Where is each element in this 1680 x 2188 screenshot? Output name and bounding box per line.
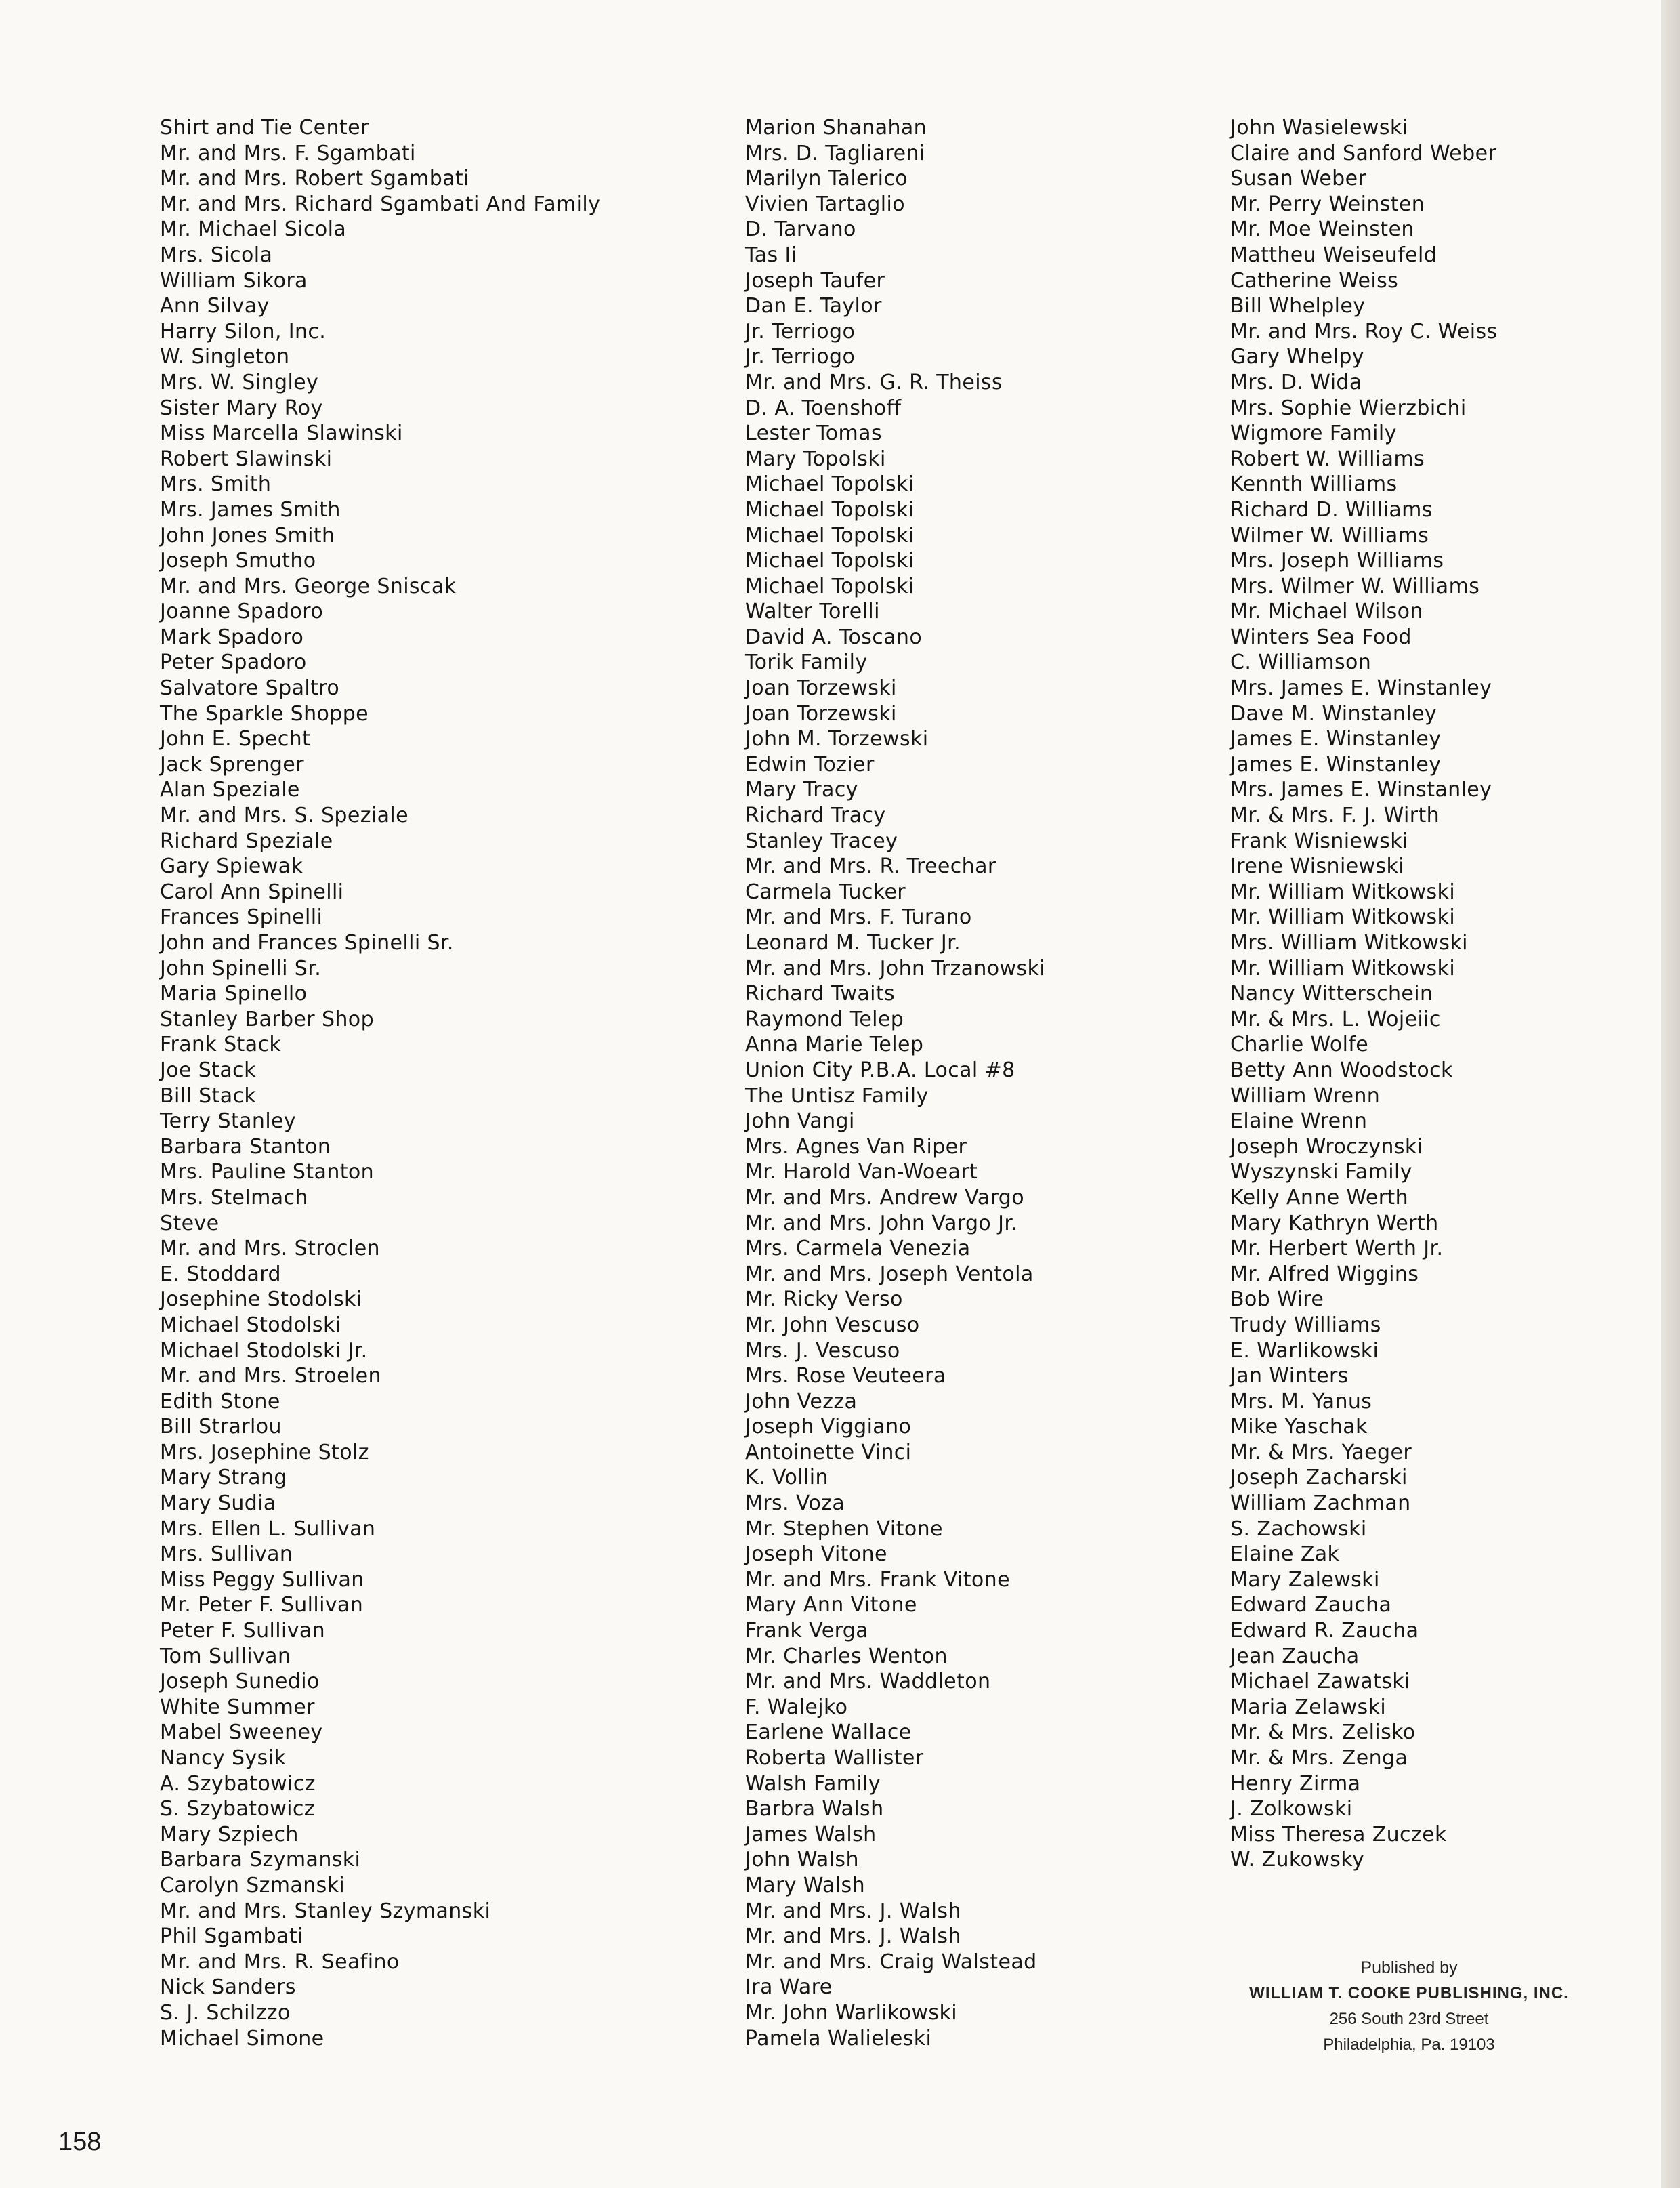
list-item: Mrs. W. Singley xyxy=(160,370,319,394)
list-item: Barbara Szymanski xyxy=(160,1848,361,1872)
list-item: Catherine Weiss xyxy=(1230,268,1399,293)
list-item: Terry Stanley xyxy=(160,1109,297,1134)
list-item: Edwin Tozier xyxy=(745,752,875,777)
list-item: Mrs. Voza xyxy=(745,1491,845,1516)
list-item: Harry Silon, Inc. xyxy=(160,319,327,344)
list-item: Michael Stodolski Jr. xyxy=(160,1338,368,1363)
list-item: Barbara Stanton xyxy=(160,1134,331,1159)
list-item: Richard Speziale xyxy=(160,829,333,853)
list-item: Michael Zawatski xyxy=(1230,1670,1410,1694)
list-item: Stanley Tracey xyxy=(745,829,898,853)
list-item: The Sparkle Shoppe xyxy=(160,701,369,726)
list-item: Tom Sullivan xyxy=(160,1644,291,1668)
list-item: Jan Winters xyxy=(1230,1364,1349,1388)
list-item: Carolyn Szmanski xyxy=(160,1873,345,1897)
list-item: The Untisz Family xyxy=(745,1083,929,1108)
list-item: Steve xyxy=(160,1211,219,1235)
list-item: Mrs. James E. Winstanley xyxy=(1230,676,1492,701)
list-item: Joseph Taufer xyxy=(745,268,885,293)
list-item: Maria Spinello xyxy=(160,982,308,1006)
list-item: Edward Zaucha xyxy=(1230,1593,1392,1617)
list-item: Bob Wire xyxy=(1230,1287,1324,1312)
list-item: James E. Winstanley xyxy=(1230,727,1442,751)
list-item: Salvatore Spaltro xyxy=(160,676,340,701)
list-item: Josephine Stodolski xyxy=(160,1287,362,1312)
list-item: Mr. and Mrs. R. Seafino xyxy=(160,1949,400,1974)
list-item: James E. Winstanley xyxy=(1230,752,1442,777)
list-item: Mr. and Mrs. Robert Sgambati xyxy=(160,167,469,191)
list-item: Mr. and Mrs. Stroelen xyxy=(160,1364,381,1388)
list-item: Mike Yaschak xyxy=(1230,1415,1368,1439)
list-item: Barbra Walsh xyxy=(745,1797,884,1821)
list-item: Mr. Herbert Werth Jr. xyxy=(1230,1237,1444,1261)
list-item: Richard D. Williams xyxy=(1230,497,1433,522)
list-item: Mary Zalewski xyxy=(1230,1567,1380,1592)
list-item: Walter Torelli xyxy=(745,600,880,624)
list-item: Elaine Zak xyxy=(1230,1542,1340,1567)
list-item: Mrs. Josephine Stolz xyxy=(160,1440,369,1464)
list-item: Mr. and Mrs. Waddleton xyxy=(745,1670,991,1694)
list-item: Carol Ann Spinelli xyxy=(160,880,344,904)
list-item: Bill Stack xyxy=(160,1083,257,1108)
list-item: Ira Ware xyxy=(745,1975,833,2000)
list-item: Alan Speziale xyxy=(160,778,300,802)
list-item: Mary Kathryn Werth xyxy=(1230,1211,1439,1235)
list-item: Mr. and Mrs. Roy C. Weiss xyxy=(1230,319,1498,344)
list-item: Mr. John Vescuso xyxy=(745,1313,920,1337)
list-item: Mr. and Mrs. Craig Walstead xyxy=(745,1949,1037,1974)
list-item: Union City P.B.A. Local #8 xyxy=(745,1058,1015,1082)
list-item: Leonard M. Tucker Jr. xyxy=(745,931,961,955)
list-item: Mr. Harold Van-Woeart xyxy=(745,1160,978,1184)
list-item: Bill Strarlou xyxy=(160,1415,282,1439)
publisher-name: WILLIAM T. COOKE PUBLISHING, INC. xyxy=(1249,1984,1569,2002)
list-item: Mrs. Wilmer W. Williams xyxy=(1230,574,1480,598)
publisher-street: 256 South 23rd Street xyxy=(1329,2010,1489,2028)
list-item: Jr. Terriogo xyxy=(745,345,856,369)
list-item: John M. Torzewski xyxy=(745,727,929,751)
list-item: Henry Zirma xyxy=(1230,1771,1361,1796)
list-item: Mr. Ricky Verso xyxy=(745,1287,903,1312)
list-item: Mr. Stephen Vitone xyxy=(745,1516,943,1541)
name-list-column-1 xyxy=(160,115,600,2051)
list-item: A. Szybatowicz xyxy=(160,1771,316,1796)
list-item: Nancy Witterschein xyxy=(1230,982,1433,1006)
list-item: Joseph Viggiano xyxy=(745,1415,912,1439)
list-item: Susan Weber xyxy=(1230,167,1367,191)
list-item: Gary Spiewak xyxy=(160,854,303,879)
list-item: Mary Szpiech xyxy=(160,1822,299,1846)
list-item: Walsh Family xyxy=(745,1771,881,1796)
list-item: Robert Slawinski xyxy=(160,447,333,471)
list-item: Mr. and Mrs. John Trzanowski xyxy=(745,956,1046,981)
list-item: Pamela Walieleski xyxy=(745,2026,932,2050)
list-item: John and Frances Spinelli Sr. xyxy=(160,931,454,955)
list-item: Irene Wisniewski xyxy=(1230,854,1405,879)
list-item: Mrs. D. Tagliareni xyxy=(745,141,925,165)
list-item: Joseph Vitone xyxy=(745,1542,887,1567)
list-item: Mrs. Stelmach xyxy=(160,1185,308,1210)
list-item: Peter Spadoro xyxy=(160,651,307,675)
list-item: Robert W. Williams xyxy=(1230,447,1425,471)
list-item: Torik Family xyxy=(745,651,868,675)
list-item: Edith Stone xyxy=(160,1389,280,1413)
list-item: Mr. William Witkowski xyxy=(1230,880,1456,904)
list-item: E. Stoddard xyxy=(160,1262,281,1286)
list-item: Mrs. Joseph Williams xyxy=(1230,549,1444,573)
list-item: Mrs. James Smith xyxy=(160,497,341,522)
publisher-block xyxy=(1206,1955,1612,2058)
list-item: Betty Ann Woodstock xyxy=(1230,1058,1453,1082)
list-item: Mattheu Weiseufeld xyxy=(1230,243,1437,267)
list-item: John Walsh xyxy=(745,1848,859,1872)
list-item: Kennth Williams xyxy=(1230,472,1398,497)
list-item: Mr. and Mrs. George Sniscak xyxy=(160,574,457,598)
list-item: Marilyn Talerico xyxy=(745,167,908,191)
list-item: Michael Topolski xyxy=(745,472,915,497)
name-list-column-3 xyxy=(1230,115,1498,1873)
list-item: D. A. Toenshoff xyxy=(745,396,902,420)
list-item: Bill Whelpley xyxy=(1230,294,1366,318)
list-item: Richard Twaits xyxy=(745,982,896,1006)
list-item: Peter F. Sullivan xyxy=(160,1619,326,1643)
list-item: Michael Topolski xyxy=(745,549,915,573)
list-item: Mr. and Mrs. Stanley Szymanski xyxy=(160,1899,491,1923)
list-item: Mr. and Mrs. Stroclen xyxy=(160,1237,380,1261)
list-item: D. Tarvano xyxy=(745,218,856,242)
publisher-city: Philadelphia, Pa. 19103 xyxy=(1323,2036,1495,2054)
list-item: William Sikora xyxy=(160,268,308,293)
list-item: Mrs. Sullivan xyxy=(160,1542,293,1567)
list-item: John E. Specht xyxy=(160,727,311,751)
list-item: Antoinette Vinci xyxy=(745,1440,912,1464)
list-item: Charlie Wolfe xyxy=(1230,1033,1369,1057)
list-item: Frank Verga xyxy=(745,1619,868,1643)
list-item: John Vangi xyxy=(745,1109,855,1134)
list-item: Jr. Terriogo xyxy=(745,319,856,344)
list-item: Tas Ii xyxy=(745,243,797,267)
list-item: Jean Zaucha xyxy=(1230,1644,1360,1668)
list-item: Shirt and Tie Center xyxy=(160,116,369,140)
list-item: K. Vollin xyxy=(745,1466,828,1490)
list-item: Dan E. Taylor xyxy=(745,294,882,318)
list-item: John Vezza xyxy=(745,1389,858,1413)
list-item: Mr. and Mrs. F. Turano xyxy=(745,905,972,930)
list-item: Nick Sanders xyxy=(160,1975,296,2000)
list-item: Miss Marcella Slawinski xyxy=(160,421,403,446)
list-item: S. Szybatowicz xyxy=(160,1797,315,1821)
list-item: Mr. and Mrs. R. Treechar xyxy=(745,854,996,879)
list-item: Mr. & Mrs. Zelisko xyxy=(1230,1720,1416,1745)
list-item: Mr. and Mrs. Richard Sgambati And Family xyxy=(160,192,601,216)
list-item: Dave M. Winstanley xyxy=(1230,701,1437,726)
list-item: W. Zukowsky xyxy=(1230,1848,1365,1872)
list-item: William Wrenn xyxy=(1230,1083,1381,1108)
list-item: Mary Topolski xyxy=(745,447,886,471)
list-item: Mr. & Mrs. Yaeger xyxy=(1230,1440,1412,1464)
list-item: Jack Sprenger xyxy=(160,752,304,777)
list-item: Mrs. William Witkowski xyxy=(1230,931,1468,955)
list-item: Mr. & Mrs. Zenga xyxy=(1230,1746,1408,1770)
list-item: Michael Topolski xyxy=(745,523,915,548)
list-item: Mrs. Agnes Van Riper xyxy=(745,1134,967,1159)
page-edge-shadow xyxy=(1661,0,1680,2188)
list-item: Kelly Anne Werth xyxy=(1230,1185,1409,1210)
list-item: Mrs. Smith xyxy=(160,472,272,497)
list-item: Mr. & Mrs. L. Wojeiic xyxy=(1230,1007,1441,1031)
list-item: Joan Torzewski xyxy=(745,701,897,726)
list-item: Mr. William Witkowski xyxy=(1230,905,1456,930)
list-item: Mary Tracy xyxy=(745,778,858,802)
list-item: Joseph Wroczynski xyxy=(1230,1134,1423,1159)
list-item: Mabel Sweeney xyxy=(160,1720,323,1745)
list-item: Joanne Spadoro xyxy=(160,600,324,624)
list-item: Nancy Sysik xyxy=(160,1746,287,1770)
list-item: Mary Walsh xyxy=(745,1873,865,1897)
list-item: Maria Zelawski xyxy=(1230,1695,1387,1719)
list-item: Michael Topolski xyxy=(745,497,915,522)
list-item: Miss Peggy Sullivan xyxy=(160,1567,364,1592)
list-item: Mr. & Mrs. F. J. Wirth xyxy=(1230,804,1440,828)
list-item: Mrs. Rose Veuteera xyxy=(745,1364,946,1388)
list-item: Joseph Zacharski xyxy=(1230,1466,1408,1490)
list-item: Frances Spinelli xyxy=(160,905,323,930)
list-item: John Jones Smith xyxy=(160,523,335,548)
list-item: Edward R. Zaucha xyxy=(1230,1619,1419,1643)
list-item: Joseph Smutho xyxy=(160,549,316,573)
list-item: Michael Topolski xyxy=(745,574,915,598)
list-item: Mr. and Mrs. S. Speziale xyxy=(160,804,408,828)
list-item: Mr. and Mrs. John Vargo Jr. xyxy=(745,1211,1018,1235)
list-item: Frank Stack xyxy=(160,1033,282,1057)
list-item: Michael Simone xyxy=(160,2026,324,2050)
list-item: Roberta Wallister xyxy=(745,1746,924,1770)
list-item: Trudy Williams xyxy=(1230,1313,1381,1337)
list-item: Anna Marie Telep xyxy=(745,1033,924,1057)
list-item: S. Zachowski xyxy=(1230,1516,1367,1541)
list-item: Raymond Telep xyxy=(745,1007,904,1031)
list-item: Mr. and Mrs. G. R. Theiss xyxy=(745,370,1003,394)
list-item: Mr. Charles Wenton xyxy=(745,1644,948,1668)
list-item: Mr. and Mrs. Andrew Vargo xyxy=(745,1185,1024,1210)
list-item: S. J. Schilzzo xyxy=(160,2000,291,2025)
list-item: Mary Sudia xyxy=(160,1491,276,1516)
list-item: Mr. Alfred Wiggins xyxy=(1230,1262,1419,1286)
list-item: Mrs. James E. Winstanley xyxy=(1230,778,1492,802)
list-item: Mr. William Witkowski xyxy=(1230,956,1456,981)
list-item: Joan Torzewski xyxy=(745,676,897,701)
list-item: Miss Theresa Zuczek xyxy=(1230,1822,1447,1846)
list-item: Mr. Perry Weinsten xyxy=(1230,192,1425,216)
list-item: Mr. Michael Wilson xyxy=(1230,600,1423,624)
name-list-column-2 xyxy=(745,115,1045,2051)
list-item: Mary Strang xyxy=(160,1466,287,1490)
list-item: Gary Whelpy xyxy=(1230,345,1364,369)
list-item: F. Walejko xyxy=(745,1695,848,1719)
list-item: W. Singleton xyxy=(160,345,290,369)
list-item: Mary Ann Vitone xyxy=(745,1593,917,1617)
list-item: Frank Wisniewski xyxy=(1230,829,1408,853)
list-item: Richard Tracy xyxy=(745,804,886,828)
list-item: Mr. and Mrs. J. Walsh xyxy=(745,1899,961,1923)
list-item: C. Williamson xyxy=(1230,651,1372,675)
list-item: Stanley Barber Shop xyxy=(160,1007,375,1031)
list-item: William Zachman xyxy=(1230,1491,1411,1516)
list-item: Joe Stack xyxy=(160,1058,256,1082)
list-item: Wyszynski Family xyxy=(1230,1160,1412,1184)
list-item: Mr. John Warlikowski xyxy=(745,2000,957,2025)
list-item: Mr. and Mrs. Joseph Ventola xyxy=(745,1262,1034,1286)
list-item: Mr. Peter F. Sullivan xyxy=(160,1593,364,1617)
list-item: Carmela Tucker xyxy=(745,880,906,904)
list-item: Mr. and Mrs. F. Sgambati xyxy=(160,141,416,165)
list-item: Winters Sea Food xyxy=(1230,625,1412,649)
list-item: Mr. and Mrs. Frank Vitone xyxy=(745,1567,1010,1592)
page-number: 158 xyxy=(58,2128,102,2156)
list-item: Joseph Sunedio xyxy=(160,1670,320,1694)
list-item: Mrs. Carmela Venezia xyxy=(745,1237,971,1261)
list-item: Wigmore Family xyxy=(1230,421,1397,446)
list-item: Claire and Sanford Weber xyxy=(1230,141,1497,165)
list-item: Marion Shanahan xyxy=(745,116,927,140)
list-item: Elaine Wrenn xyxy=(1230,1109,1368,1134)
list-item: Earlene Wallace xyxy=(745,1720,912,1745)
list-item: Lester Tomas xyxy=(745,421,882,446)
list-item: Mrs. Ellen L. Sullivan xyxy=(160,1516,376,1541)
list-item: James Walsh xyxy=(745,1822,877,1846)
list-item: White Summer xyxy=(160,1695,315,1719)
list-item: Mrs. Sicola xyxy=(160,243,273,267)
list-item: J. Zolkowski xyxy=(1230,1797,1353,1821)
list-item: Mr. and Mrs. J. Walsh xyxy=(745,1924,961,1949)
published-by-label: Published by xyxy=(1360,1958,1458,1977)
list-item: John Wasielewski xyxy=(1230,116,1408,140)
list-item: Mrs. M. Yanus xyxy=(1230,1389,1372,1413)
list-item: Mr. Moe Weinsten xyxy=(1230,218,1414,242)
list-item: Mark Spadoro xyxy=(160,625,304,649)
list-item: Phil Sgambati xyxy=(160,1924,303,1949)
list-item: Vivien Tartaglio xyxy=(745,192,905,216)
list-item: Mrs. Pauline Stanton xyxy=(160,1160,375,1184)
list-item: David A. Toscano xyxy=(745,625,923,649)
list-item: Ann Silvay xyxy=(160,294,270,318)
list-item: Mrs. Sophie Wierzbichi xyxy=(1230,396,1467,420)
list-item: John Spinelli Sr. xyxy=(160,956,322,981)
list-item: Mr. Michael Sicola xyxy=(160,218,347,242)
list-item: E. Warlikowski xyxy=(1230,1338,1379,1363)
list-item: Mrs. D. Wida xyxy=(1230,370,1362,394)
list-item: Mrs. J. Vescuso xyxy=(745,1338,900,1363)
list-item: Sister Mary Roy xyxy=(160,396,323,420)
list-item: Michael Stodolski xyxy=(160,1313,341,1337)
list-item: Wilmer W. Williams xyxy=(1230,523,1429,548)
